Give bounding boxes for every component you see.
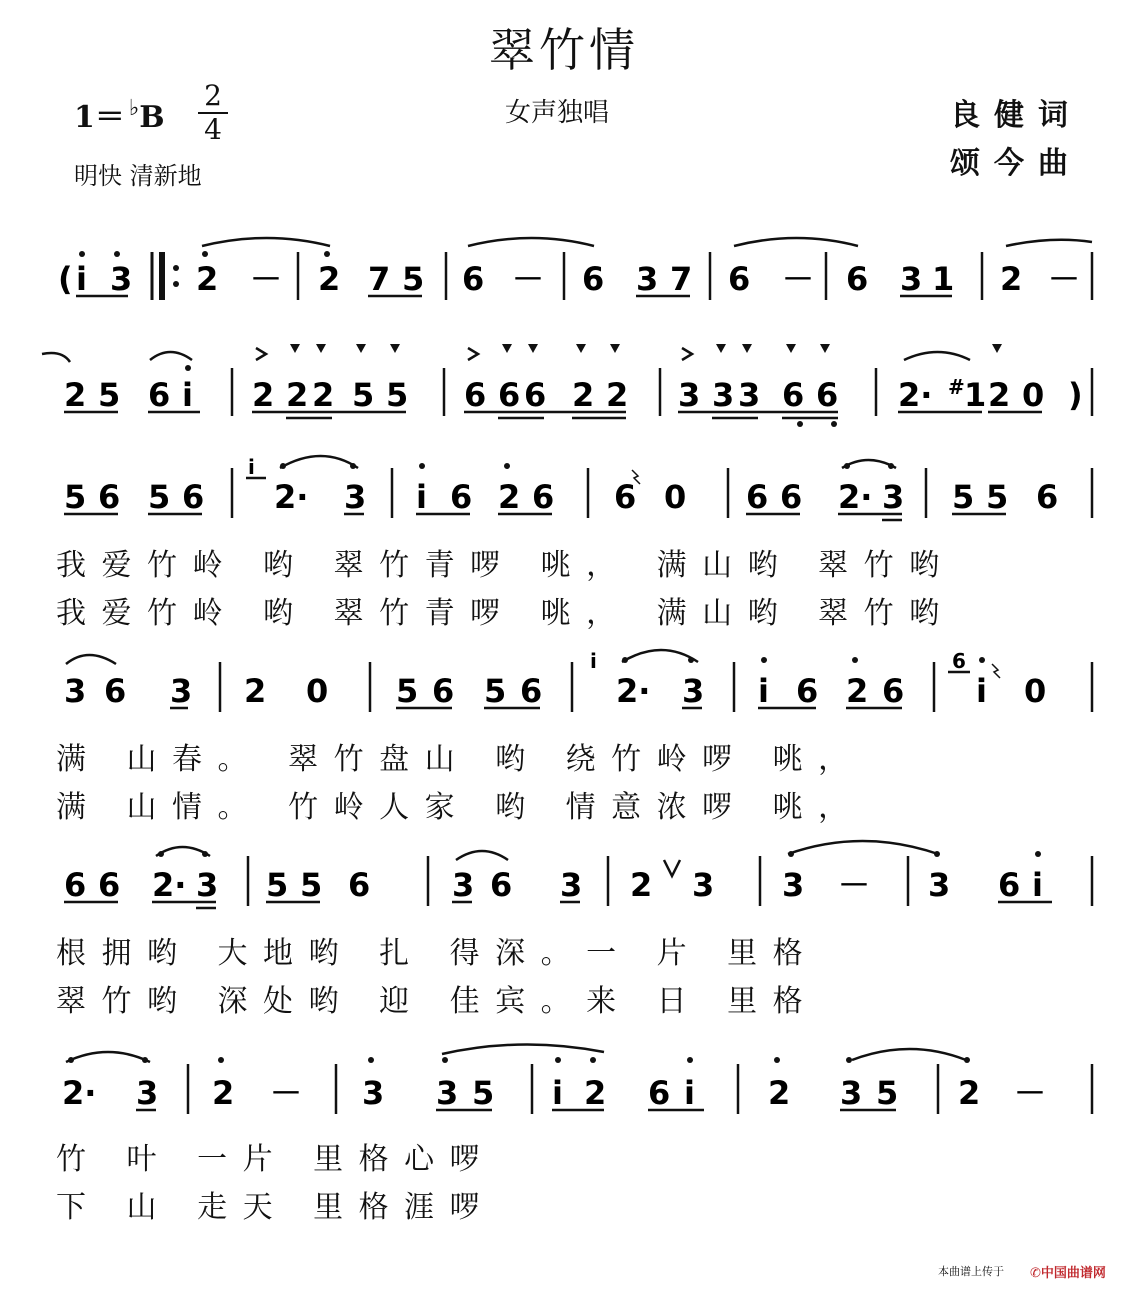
note-text: 3 [170, 672, 193, 710]
upload-note: 本曲谱上传于 [938, 1265, 1004, 1278]
score-line-2-graphics [52, 340, 1112, 430]
note-text: i [182, 376, 193, 414]
note-text: 2 [988, 376, 1011, 414]
time-signature [196, 79, 230, 146]
note-text: i [976, 672, 987, 710]
note-text: 5 [484, 672, 507, 710]
lyric-line-4-verse-1: 满 山春。 翠竹盘山 哟 绕竹岭啰 咷， [56, 742, 864, 777]
note-text: 6 [348, 866, 371, 904]
note-text: 2· [62, 1074, 97, 1112]
note-text: 3 [560, 866, 583, 904]
lyric-line-6-verse-2: 下 山 走天 里格涯啰 [56, 1190, 496, 1225]
score-line-2 [52, 340, 1112, 420]
note-text: i [416, 478, 427, 516]
note-text: 3 [840, 1074, 863, 1112]
note-text: 6 [998, 866, 1021, 904]
note-text: － [1048, 260, 1081, 298]
note-text: 3 [900, 260, 923, 298]
note-text: 2 [312, 376, 335, 414]
note-text: 2 [958, 1074, 981, 1112]
lyric-line-3-verse-2: 我爱竹岭 哟 翠竹青啰 咷， 满山哟 翠竹哟 [56, 596, 955, 631]
note-text: i [684, 1074, 695, 1112]
note-text: i [248, 455, 255, 479]
note-text: 2 [212, 1074, 235, 1112]
meter-bottom: 4 [204, 113, 222, 146]
score-line-5 [52, 830, 1112, 910]
note-text: 2· [274, 478, 309, 516]
note-text: 6 [432, 672, 455, 710]
note-text: 6 [648, 1074, 671, 1112]
note-text: 7 [368, 260, 391, 298]
note-text: 6 [532, 478, 555, 516]
note-text: ) [1068, 376, 1083, 414]
note-text: 2 [498, 478, 521, 516]
note-text: 5 [986, 478, 1009, 516]
note-text: 2· [616, 672, 651, 710]
note-text: i [76, 260, 87, 298]
note-text: 3 [882, 478, 905, 516]
note-text: 6 [498, 376, 521, 414]
flat-sign: ♭ [128, 95, 140, 121]
note-text: 6 [952, 649, 966, 673]
note-text: 2 [252, 376, 275, 414]
note-text: 3 [136, 1074, 159, 1112]
note-text: 6 [746, 478, 769, 516]
note-text: 2 [584, 1074, 607, 1112]
note-text: 0 [1022, 376, 1045, 414]
note-text: 3 [782, 866, 805, 904]
note-text: 3 [436, 1074, 459, 1112]
note-text: 6 [462, 260, 485, 298]
note-text: 6 [1036, 478, 1059, 516]
note-text: 6 [464, 376, 487, 414]
score-line-1-graphics [52, 232, 1112, 312]
note-text: 0 [306, 672, 329, 710]
note-text: 2· [152, 866, 187, 904]
lyric-line-3-verse-1: 我爱竹岭 哟 翠竹青啰 咷， 满山哟 翠竹哟 [56, 548, 955, 583]
note-text: 2 [244, 672, 267, 710]
lyric-line-5-verse-1: 根拥哟 大地哟 扎 得深。一 片 里格 [56, 936, 819, 971]
note-text: 6 [98, 478, 121, 516]
note-text: 5 [148, 478, 171, 516]
note-text: 6 [98, 866, 121, 904]
note-text: 2 [196, 260, 219, 298]
note-text: 6 [782, 376, 805, 414]
note-text: 6 [490, 866, 513, 904]
note-text: 2 [846, 672, 869, 710]
note-text: 6 [882, 672, 905, 710]
score-line-3 [52, 448, 1112, 528]
site-logo[interactable] [1030, 1262, 1106, 1281]
note-text: 3 [452, 866, 475, 904]
voice-type: 女声独唱 [505, 98, 610, 128]
score-line-6-graphics [52, 1030, 1112, 1110]
lyric-line-6-verse-1: 竹 叶 一片 里格心啰 [56, 1142, 496, 1177]
tempo-marking: 明快 清新地 [74, 162, 202, 190]
score-line-4-graphics [52, 640, 1112, 720]
logo-mark-icon: ✆ [1030, 1266, 1041, 1281]
lyric-line-4-verse-2: 满 山情。 竹岭人家 哟 情意浓啰 咷， [56, 790, 864, 825]
note-text: 6 [520, 672, 543, 710]
note-text: 0 [664, 478, 687, 516]
note-text: 2 [768, 1074, 791, 1112]
note-text: 2 [286, 376, 309, 414]
score-line-1 [52, 232, 1112, 312]
lyric-line-5-verse-2: 翠竹哟 深处哟 迎 佳宾。来 日 里格 [56, 984, 819, 1019]
note-text: 2· [898, 376, 933, 414]
composer-credit: 颂今曲 [950, 146, 1082, 181]
note-text: － [1014, 1074, 1047, 1112]
note-text: 3 [692, 866, 715, 904]
note-text: 6 [614, 478, 637, 516]
key-prefix: 1＝ [74, 100, 125, 135]
note-text: 3 [110, 260, 133, 298]
note-text: 6 [148, 376, 171, 414]
note-text: 2 [1000, 260, 1023, 298]
note-text: 5 [98, 376, 121, 414]
note-text: i [758, 672, 769, 710]
note-text: 6 [728, 260, 751, 298]
score-line-6 [52, 1030, 1112, 1110]
note-text: 3 [738, 376, 761, 414]
note-text: 6 [450, 478, 473, 516]
note-text: 3 [928, 866, 951, 904]
note-text: 5 [402, 260, 425, 298]
note-text: 6 [104, 672, 127, 710]
note-text: 2 [630, 866, 653, 904]
site-name: 中国曲谱网 [1040, 1266, 1106, 1281]
note-text: 0 [1024, 672, 1047, 710]
note-text: 3 [64, 672, 87, 710]
key-signature [74, 92, 165, 136]
note-text: 3 [712, 376, 735, 414]
note-text: i [552, 1074, 563, 1112]
note-text: 6 [582, 260, 605, 298]
note-text: 5 [266, 866, 289, 904]
song-title: 翠竹情 [489, 23, 639, 77]
note-text: 3 [636, 260, 659, 298]
note-text: 7 [670, 260, 693, 298]
note-text: 2 [64, 376, 87, 414]
note-text: 6 [846, 260, 869, 298]
note-text: 3 [344, 478, 367, 516]
note-text: 6 [524, 376, 547, 414]
note-text: 1 [932, 260, 955, 298]
note-text: 2· [838, 478, 873, 516]
score-line-4 [52, 640, 1112, 720]
lyricist-credit: 良健词 [950, 98, 1082, 133]
note-text: 6 [796, 672, 819, 710]
note-text: － [782, 260, 815, 298]
note-text: － [838, 866, 871, 904]
note-text: 1 [964, 376, 987, 414]
note-text: 5 [876, 1074, 899, 1112]
note-text: ( [58, 260, 73, 298]
note-text: 3 [362, 1074, 385, 1112]
score-line-3-graphics [52, 448, 1112, 528]
meter-top: 2 [204, 79, 222, 112]
note-text: － [250, 260, 283, 298]
note-text: 5 [396, 672, 419, 710]
note-text: 6 [816, 376, 839, 414]
note-text: 2 [606, 376, 629, 414]
note-text: 6 [64, 866, 87, 904]
note-text: 5 [300, 866, 323, 904]
note-text: 5 [472, 1074, 495, 1112]
note-text: 3 [196, 866, 219, 904]
note-text: 5 [64, 478, 87, 516]
note-text: 5 [352, 376, 375, 414]
key-note: B [139, 100, 165, 135]
note-text: 3 [682, 672, 705, 710]
note-text: 3 [678, 376, 701, 414]
note-text: － [270, 1074, 303, 1112]
note-text: # [948, 375, 965, 399]
note-text: 5 [952, 478, 975, 516]
note-text: 6 [780, 478, 803, 516]
note-text: i [590, 649, 597, 673]
note-text: i [1032, 866, 1043, 904]
note-text: 2 [572, 376, 595, 414]
note-text: － [512, 260, 545, 298]
note-text: 2 [318, 260, 341, 298]
note-text: 6 [182, 478, 205, 516]
score-line-5-graphics [52, 830, 1112, 910]
note-text: 5 [386, 376, 409, 414]
